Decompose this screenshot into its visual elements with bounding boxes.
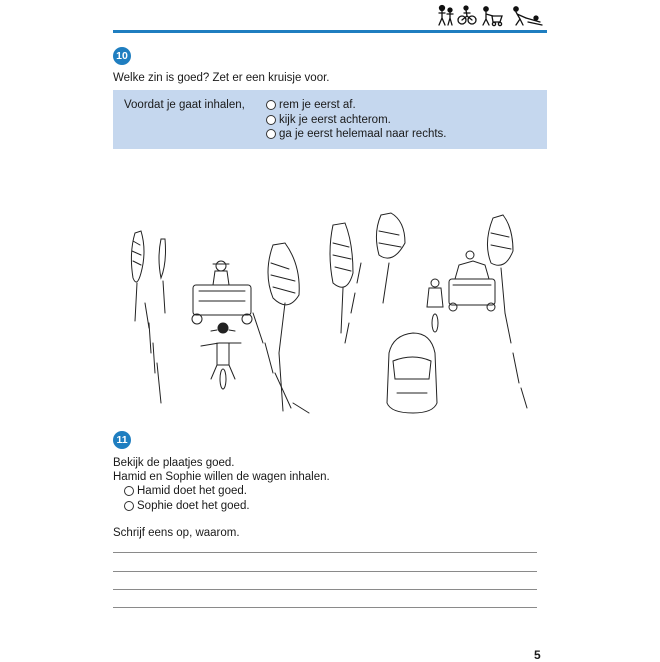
header-figures-icon (436, 4, 548, 28)
option-label: rem je eerst af. (279, 99, 356, 111)
answer-lead: Voordat je gaat inhalen, (124, 99, 245, 111)
option-row[interactable] (124, 499, 250, 514)
header-rule (113, 30, 547, 33)
overtaking-scene-illustration (113, 203, 547, 425)
answer-options (124, 484, 250, 513)
page-number: 5 (534, 648, 541, 662)
answer-line[interactable] (113, 571, 537, 572)
option-row[interactable] (266, 98, 446, 113)
answer-options (266, 98, 446, 142)
radio-circle-icon[interactable] (266, 100, 276, 110)
answer-box (113, 90, 547, 149)
answer-line[interactable] (113, 589, 537, 590)
answer-line[interactable] (113, 552, 537, 553)
instruction-text: Bekijk de plaatjes goed. (113, 457, 235, 469)
radio-circle-icon[interactable] (266, 129, 276, 139)
question-number-badge: 10 (113, 47, 131, 65)
write-prompt: Schrijf eens op, waarom. (113, 527, 240, 539)
option-row[interactable] (266, 113, 446, 128)
option-label: Hamid doet het goed. (137, 485, 247, 497)
answer-line[interactable] (113, 607, 537, 608)
question-number-badge: 11 (113, 431, 131, 449)
radio-circle-icon[interactable] (266, 115, 276, 125)
radio-circle-icon[interactable] (124, 501, 134, 511)
instruction-text: Hamid en Sophie willen de wagen inhalen. (113, 471, 330, 483)
option-row[interactable] (124, 484, 250, 499)
option-label: ga je eerst helemaal naar rechts. (279, 128, 447, 140)
radio-circle-icon[interactable] (124, 486, 134, 496)
option-label: Sophie doet het goed. (137, 499, 250, 512)
question-prompt: Welke zin is goed? Zet er een kruisje voor. (113, 72, 330, 84)
option-row[interactable] (266, 127, 446, 142)
option-label: kijk je eerst achterom. (279, 113, 391, 126)
